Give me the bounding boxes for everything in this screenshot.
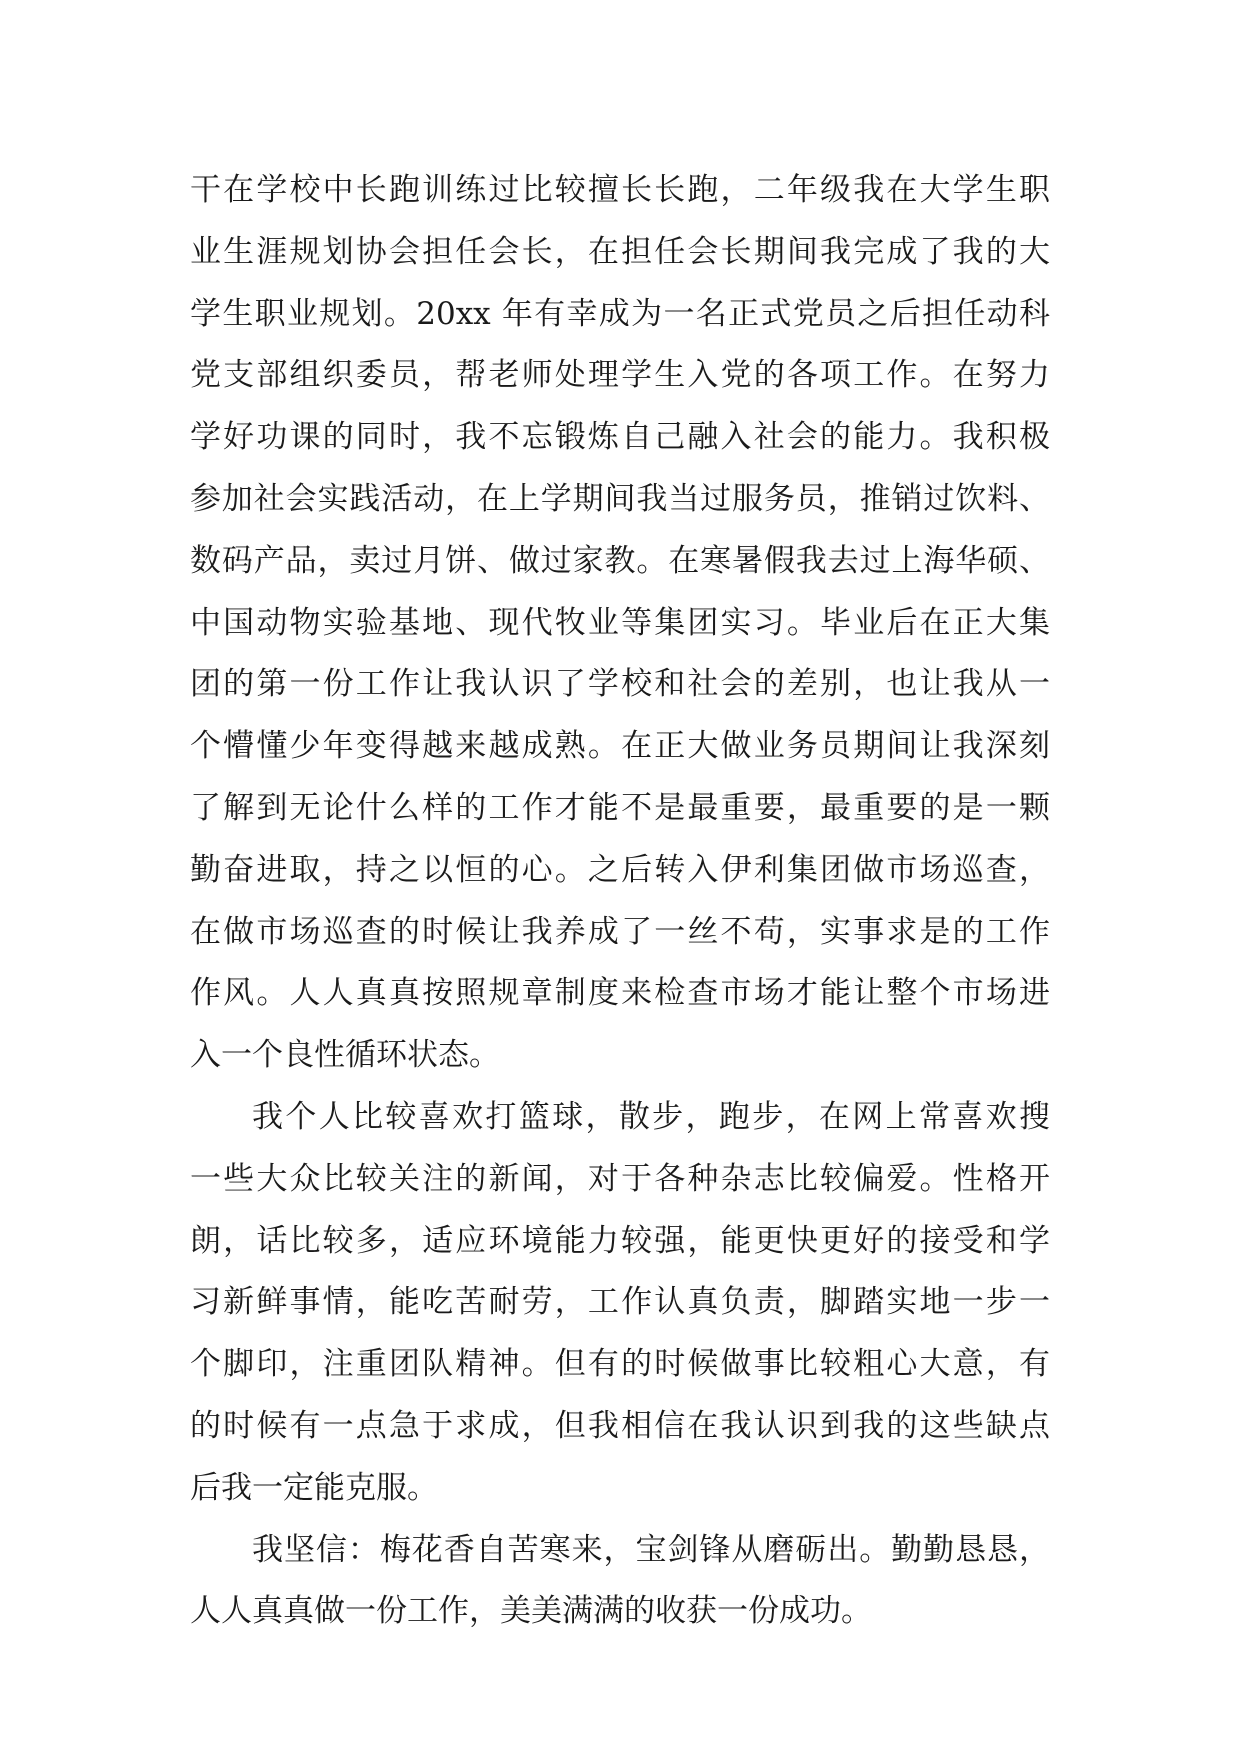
text-line: 参加社会实践活动，在上学期间我当过服务员，推销过饮料、	[190, 480, 1050, 517]
text-line: 入一个良性循环状态。	[190, 1037, 500, 1074]
body-text	[190, 160, 1050, 1643]
text-line: 一些大众比较关注的新闻，对于各种杂志比较偏爱。性格开	[190, 1160, 1050, 1197]
text-line: 个脚印，注重团队精神。但有的时候做事比较粗心大意，有	[190, 1346, 1050, 1383]
text-line: 勤奋进取，持之以恒的心。之后转入伊利集团做市场巡查，	[190, 851, 1050, 888]
text-line: 干在学校中长跑训练过比较擅长长跑，二年级我在大学生职	[190, 172, 1050, 208]
text-line: 党支部组织委员，帮老师处理学生入党的各项工作。在努力	[190, 357, 1050, 394]
text-line: 朗，话比较多，适应环境能力较强，能更快更好的接受和学	[190, 1222, 1050, 1259]
text-line: 后我一定能克服。	[190, 1469, 438, 1506]
text-line: 作风。人人真真按照规章制度来检查市场才能让整个市场进	[190, 975, 1050, 1012]
text-line: 学生职业规划。20xx 年有幸成为一名正式党员之后担任动科	[190, 295, 1050, 332]
text-line: 我坚信：梅花香自苦寒来，宝剑锋从磨砺出。勤勤恳恳，	[252, 1531, 1050, 1568]
text-line: 我个人比较喜欢打篮球，散步，跑步，在网上常喜欢搜	[252, 1098, 1050, 1135]
text-line: 中国动物实验基地、现代牧业等集团实习。毕业后在正大集	[190, 604, 1050, 641]
text-line: 了解到无论什么样的工作才能不是最重要，最重要的是一颗	[190, 789, 1050, 826]
text-line: 团的第一份工作让我认识了学校和社会的差别，也让我从一	[190, 666, 1050, 703]
text-line: 的时候有一点急于求成，但我相信在我认识到我的这些缺点	[190, 1407, 1050, 1444]
text-line: 学好功课的同时，我不忘锻炼自己融入社会的能力。我积极	[190, 419, 1050, 456]
text-line: 数码产品，卖过月饼、做过家教。在寒暑假我去过上海华硕、	[190, 542, 1050, 579]
text-line: 人人真真做一份工作，美美满满的收获一份成功。	[190, 1593, 872, 1630]
text-line: 业生涯规划协会担任会长，在担任会长期间我完成了我的大	[190, 233, 1050, 270]
text-line: 习新鲜事情，能吃苦耐劳，工作认真负责，脚踏实地一步一	[190, 1284, 1050, 1321]
text-line: 在做市场巡查的时候让我养成了一丝不苟，实事求是的工作	[190, 913, 1050, 950]
text-line: 个懵懂少年变得越来越成熟。在正大做业务员期间让我深刻	[190, 728, 1050, 765]
